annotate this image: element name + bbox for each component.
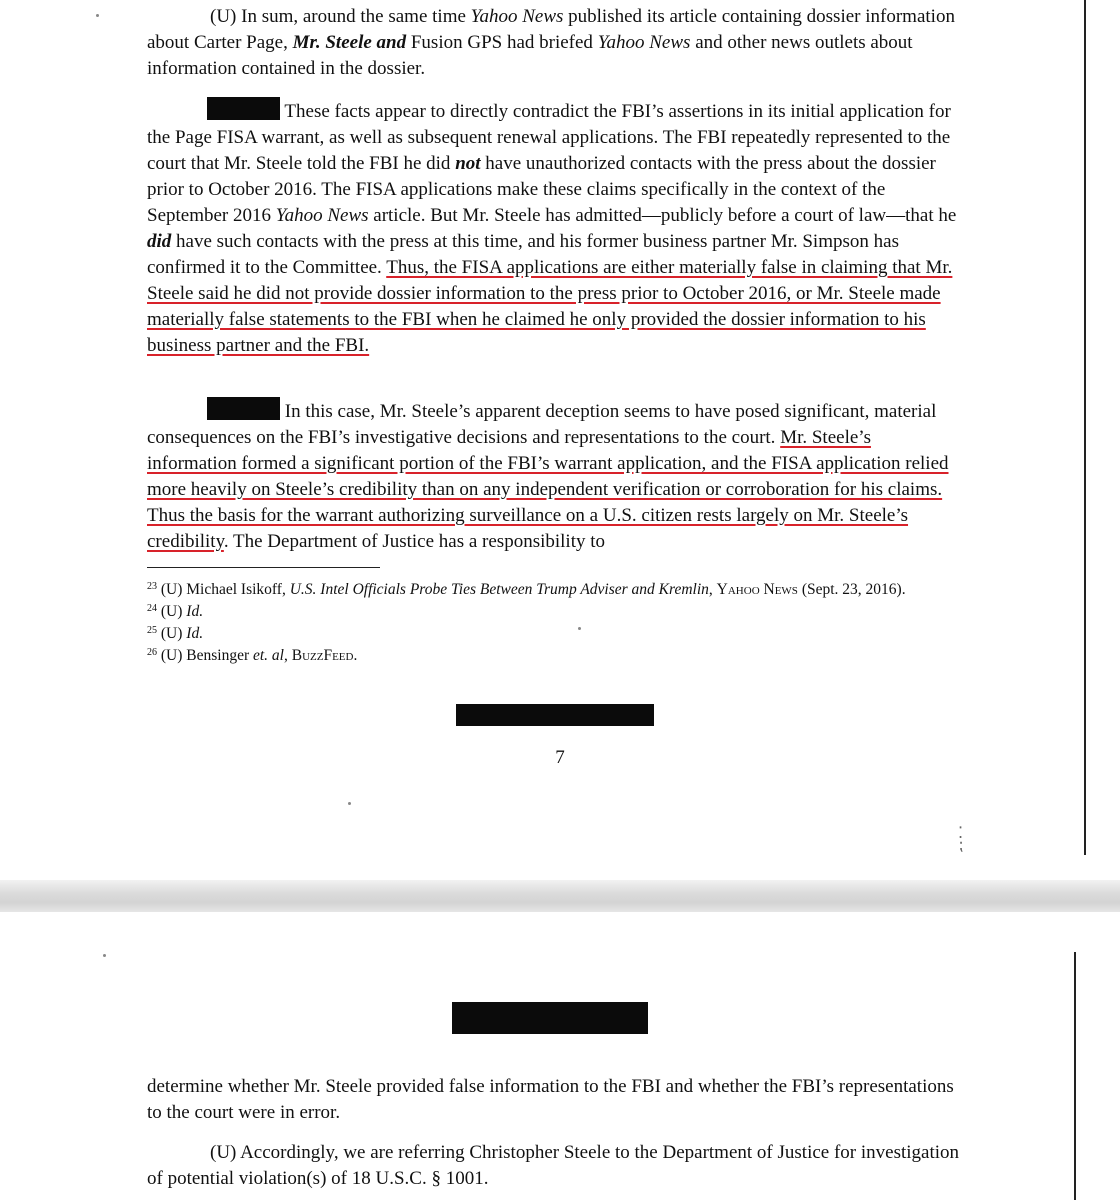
- footnote-23: $^{23}$ (U) Michael Isikoff, U.S. Intel Officials Probe Ties Between Trump Adviser and Kremlin, Yahoo News (Sept. 23, 2016).: [147, 581, 906, 598]
- footnote-number: 23: [147, 581, 157, 592]
- italic-yahoo-news: Yahoo News: [275, 205, 369, 226]
- footnote-title: U.S. Intel Officials Probe Ties Between Trump Adviser and Kremlin: [289, 581, 709, 598]
- footnote-24: [147, 599, 962, 621]
- text-run: These facts appear to directly contradict the FBI’s assertions in its initial application for the Page FISA warrant, as well as subsequent renewal applications. The FBI repeatedly represented to the court that Mr. Steele told the FBI he did: [147, 101, 951, 174]
- text-run: .: [353, 647, 358, 664]
- scan-speck: [96, 14, 99, 17]
- scan-speck: [348, 802, 351, 805]
- text-run: (U): [160, 625, 187, 642]
- footnote-et-al: et. al: [253, 647, 284, 664]
- text-run: . The Department of Justice has a responsibility to: [223, 531, 606, 552]
- text-run: (U) Accordingly, we are referring Christopher Steele to the Department of Justice for investigation of potential violation(s) of 18 U.S.C. § 1001.: [147, 1142, 960, 1189]
- text-run: have such contacts with the press at this time, and his former business partner Mr. Simpson has confirmed it to the Committee.: [147, 231, 899, 278]
- bold-italic-mr-steele-and: Mr. Steele and: [292, 32, 407, 53]
- text-run: In this case, Mr. Steele’s apparent deception seems to have posed significant, material consequences on the FBI’s investigative decisions and representations to the court.: [147, 401, 937, 448]
- footnote-number: 25: [147, 625, 157, 636]
- text-run: article. But Mr. Steele has admitted—publicly before a court of law—that he: [368, 205, 957, 226]
- text-run: ,: [284, 647, 292, 664]
- italic-yahoo-news: Yahoo News: [470, 6, 564, 27]
- page-separator: [0, 880, 1120, 912]
- footnote-source: BuzzFeed: [291, 647, 354, 664]
- bold-italic-not: not: [455, 153, 481, 174]
- text-run: and other news outlets about information contained in the dossier.: [147, 32, 913, 79]
- italic-yahoo-news: Yahoo News: [597, 32, 691, 53]
- redaction-box: [207, 397, 280, 420]
- text-run: (Sept. 23, 2016).: [797, 581, 906, 598]
- page-edge-rule: [1084, 0, 1086, 855]
- document-page-8: [0, 912, 1120, 1200]
- scan-mark: ⁚ ⁏: [958, 825, 964, 854]
- text-run: (U) Michael Isikoff,: [160, 581, 290, 598]
- redaction-box: [207, 97, 280, 120]
- text-run: (U) Bensinger: [160, 647, 253, 664]
- text-run: have unauthorized contacts with the press about the dossier prior to October 2016. The FISA applications make these claims specifically in the context of the September 2016: [147, 153, 936, 226]
- scan-speck: [103, 954, 106, 957]
- text-run: determine whether Mr. Steele provided false information to the FBI and whether the FBI’s representations to the court were in error.: [147, 1076, 954, 1123]
- footnote-25: [147, 621, 962, 643]
- page-edge-rule: [1074, 952, 1076, 1200]
- footnote-number: 24: [147, 603, 157, 614]
- footnote-separator: [147, 567, 380, 568]
- paragraph-continued: [147, 1074, 962, 1126]
- footnotes: [147, 577, 962, 665]
- text-run: (U) In sum, around the same time: [210, 6, 471, 27]
- bold-italic-did: did: [147, 231, 172, 252]
- red-underlined-passage: Mr. Steele’s information formed a significant portion of the FBI’s warrant application, and the FISA application relied more heavily on Steele’s credibility than on any independent verification or corroboration for his claims. Thus the basis for the warrant authorizing surveillance on a U.S. citizen rests largely on Mr. Steele’s credibility: [147, 427, 949, 552]
- paragraph-facts: [147, 97, 962, 359]
- footnote-source: Yahoo News: [716, 581, 798, 598]
- paragraph-in-sum: [147, 4, 962, 82]
- classification-redaction-bar: [452, 1002, 648, 1034]
- text-run: published its article containing dossier information about Carter Page,: [147, 6, 955, 53]
- text-run: Fusion GPS had briefed: [406, 32, 598, 53]
- paragraph-in-this-case: [147, 397, 962, 555]
- footnote-26: [147, 643, 962, 665]
- footnote-title: Id.: [186, 625, 204, 642]
- page-number: 7: [555, 747, 565, 768]
- red-underlined-passage: Thus, the FISA applications are either materially false in claiming that Mr. Steele said he did not provide dossier information to the press prior to October 2016, or Mr. Steele made materially false statements to the FBI when he claimed he only provided the dossier information to his business partner and the FBI.: [147, 257, 953, 356]
- text-run: (U): [160, 603, 187, 620]
- footnote-title: Id.: [186, 603, 204, 620]
- classification-redaction-bar: [456, 704, 654, 726]
- footnote-number: 26: [147, 647, 157, 658]
- paragraph-accordingly: [147, 1140, 962, 1192]
